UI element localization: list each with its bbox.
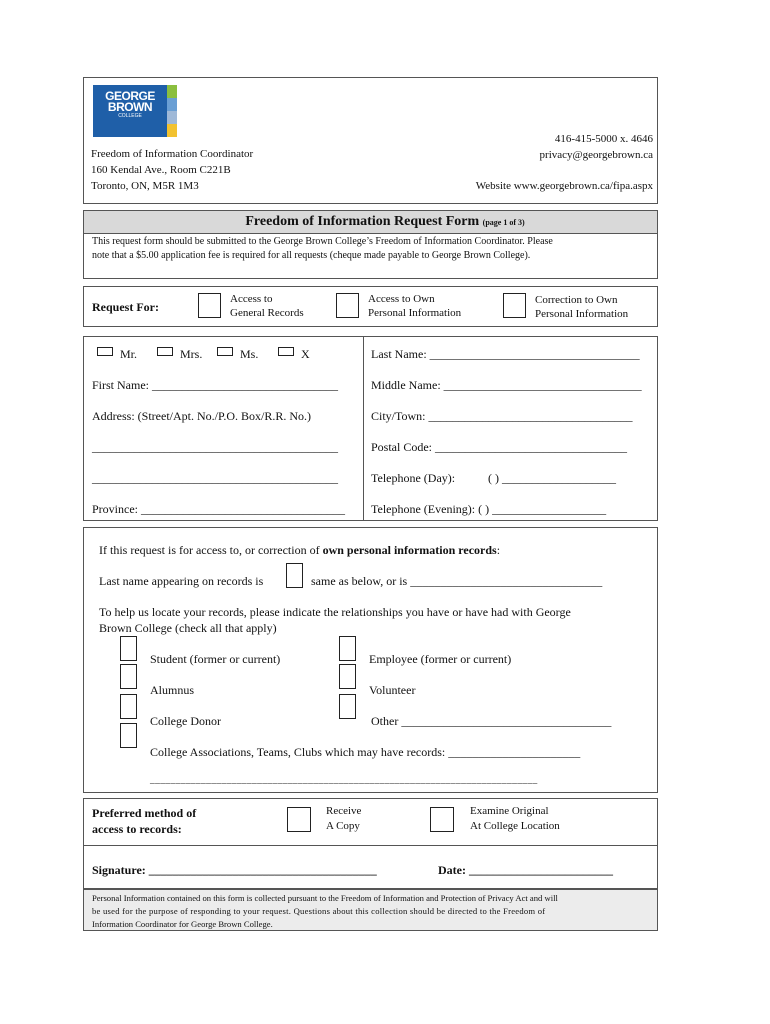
receive-copy-checkbox[interactable]	[287, 807, 311, 832]
student-checkbox[interactable]	[120, 636, 137, 661]
logo-line2: BROWN	[107, 100, 153, 114]
general-records-checkbox[interactable]	[198, 293, 221, 318]
alumnus-checkbox[interactable]	[120, 664, 137, 689]
personal-info-divider	[363, 337, 364, 520]
college-associations-line[interactable]: ____________________________________________________________________________	[150, 776, 538, 786]
employee-checkbox[interactable]	[339, 636, 356, 661]
city-field[interactable]: City/Town: __________________________________	[371, 409, 633, 423]
access-method-label-1: Preferred method of	[92, 806, 197, 820]
mrs-label: Mrs.	[180, 347, 203, 361]
province-field[interactable]: Province: __________________________________	[92, 502, 345, 516]
telephone-day-field[interactable]: ( ) ___________________	[488, 471, 616, 485]
examine-original-checkbox[interactable]	[430, 807, 454, 832]
intro-line1: This request form should be submitted to the George Brown College’s Freedom of Information Coordinator. Please	[92, 236, 553, 247]
logo-stripes	[167, 85, 177, 137]
office-street: 160 Kendal Ave., Room C221B	[91, 164, 231, 176]
logo-line3: COLLEGE	[118, 113, 142, 119]
mr-checkbox[interactable]	[97, 347, 113, 356]
employee-label: Employee (former or current)	[369, 652, 512, 666]
help-text-line2: Brown College (check all that apply)	[99, 621, 277, 635]
ms-label: Ms.	[240, 347, 259, 361]
logo-stripe-blue	[167, 98, 177, 111]
logo-stripe-green	[167, 85, 177, 98]
telephone-evening-field[interactable]: Telephone (Evening): ( ) ___________________	[371, 502, 607, 516]
request-for-label: Request For:	[92, 300, 159, 314]
general-records-label-2: General Records	[230, 307, 304, 319]
office-city: Toronto, ON, M5R 1M3	[91, 180, 199, 192]
ms-checkbox[interactable]	[217, 347, 233, 356]
receive-copy-label-1: Receive	[326, 805, 362, 817]
postal-code-field[interactable]: Postal Code: ________________________________	[371, 440, 628, 454]
address-line-2[interactable]: _________________________________________	[92, 440, 338, 454]
telephone-day-label: Telephone (Day):	[371, 471, 456, 485]
examine-original-label-2: At College Location	[470, 820, 560, 832]
privacy-notice-line3: Information Coordinator for George Brown College.	[92, 919, 273, 929]
records-last-name-field[interactable]: same as below, or is ________________________________	[311, 574, 603, 588]
logo-stripe-lightblue	[167, 111, 177, 124]
date-field[interactable]: Date: ________________________	[438, 863, 613, 877]
own-personal-info-label-2: Personal Information	[368, 307, 462, 319]
signature-field[interactable]: Signature: ______________________________________	[92, 863, 377, 877]
volunteer-checkbox[interactable]	[339, 664, 356, 689]
mrs-checkbox[interactable]	[157, 347, 173, 356]
records-intro-bold: own personal information records	[322, 543, 497, 557]
office-name: Freedom of Information Coordinator	[91, 148, 254, 160]
office-website[interactable]: Website www.georgebrown.ca/fipa.aspx	[475, 180, 653, 192]
x-label: X	[301, 347, 310, 361]
records-intro-colon: :	[496, 543, 501, 557]
other-checkbox[interactable]	[339, 694, 356, 719]
college-donor-label: College Donor	[150, 714, 221, 728]
middle-name-field[interactable]: Middle Name: _________________________________	[371, 378, 642, 392]
receive-copy-label-2: A Copy	[326, 820, 360, 832]
access-method-divider	[84, 845, 657, 846]
first-name-field[interactable]: First Name: _______________________________	[92, 378, 338, 392]
college-associations-checkbox[interactable]	[120, 723, 137, 748]
logo-line1: GEORGE	[105, 89, 155, 103]
x-checkbox[interactable]	[278, 347, 294, 356]
alumnus-label: Alumnus	[150, 683, 195, 697]
personal-info-section	[83, 336, 658, 521]
privacy-notice-line2: be used for the purpose of responding to your request. Questions about this collection should be directed to the Freedom of	[92, 906, 546, 916]
general-records-label-1: Access to	[230, 293, 273, 305]
records-last-name-label: Last name appearing on records is	[99, 574, 264, 588]
examine-original-label-1: Examine Original	[470, 805, 549, 817]
office-email: privacy@georgebrown.ca	[539, 149, 653, 161]
correction-label-1: Correction to Own	[535, 294, 618, 306]
privacy-notice-line1: Personal Information contained on this form is collected pursuant to the Freedom of Information and Protection of Privacy Act and will	[92, 893, 558, 903]
college-donor-checkbox[interactable]	[120, 694, 137, 719]
form-title	[0, 214, 770, 230]
address-label: Address: (Street/Apt. No./P.O. Box/R.R. No.)	[92, 409, 311, 423]
office-phone: 416-415-5000 x. 4646	[554, 133, 653, 145]
logo-stripe-yellow	[167, 124, 177, 137]
other-field[interactable]: Other ___________________________________	[371, 714, 612, 728]
form-title-page: (page 1 of 3)	[482, 218, 525, 227]
own-personal-info-checkbox[interactable]	[336, 293, 359, 318]
volunteer-label: Volunteer	[369, 683, 416, 697]
george-brown-logo	[93, 85, 177, 137]
last-name-field[interactable]: Last Name: ___________________________________	[371, 347, 640, 361]
intro-line2: note that a $5.00 application fee is required for all requests (cheque made payable to George Brown College).	[92, 250, 531, 261]
access-method-label-2: access to records:	[92, 822, 182, 836]
address-line-3[interactable]: _________________________________________	[92, 471, 338, 485]
student-label: Student (former or current)	[150, 652, 281, 666]
correction-checkbox[interactable]	[503, 293, 526, 318]
correction-label-2: Personal Information	[535, 308, 629, 320]
mr-label: Mr.	[120, 347, 138, 361]
records-intro-text: If this request is for access to, or correction of	[99, 543, 323, 557]
logo-wordmark	[97, 91, 163, 120]
help-text-line1: To help us locate your records, please indicate the relationships you have or have had with George	[99, 605, 571, 619]
same-as-below-checkbox[interactable]	[286, 563, 303, 588]
form-title-main: Freedom of Information Request Form	[245, 214, 480, 229]
records-intro	[99, 543, 500, 558]
own-personal-info-label-1: Access to Own	[368, 293, 435, 305]
college-associations-field[interactable]: College Associations, Teams, Clubs which may have records: ______________________	[150, 745, 581, 759]
